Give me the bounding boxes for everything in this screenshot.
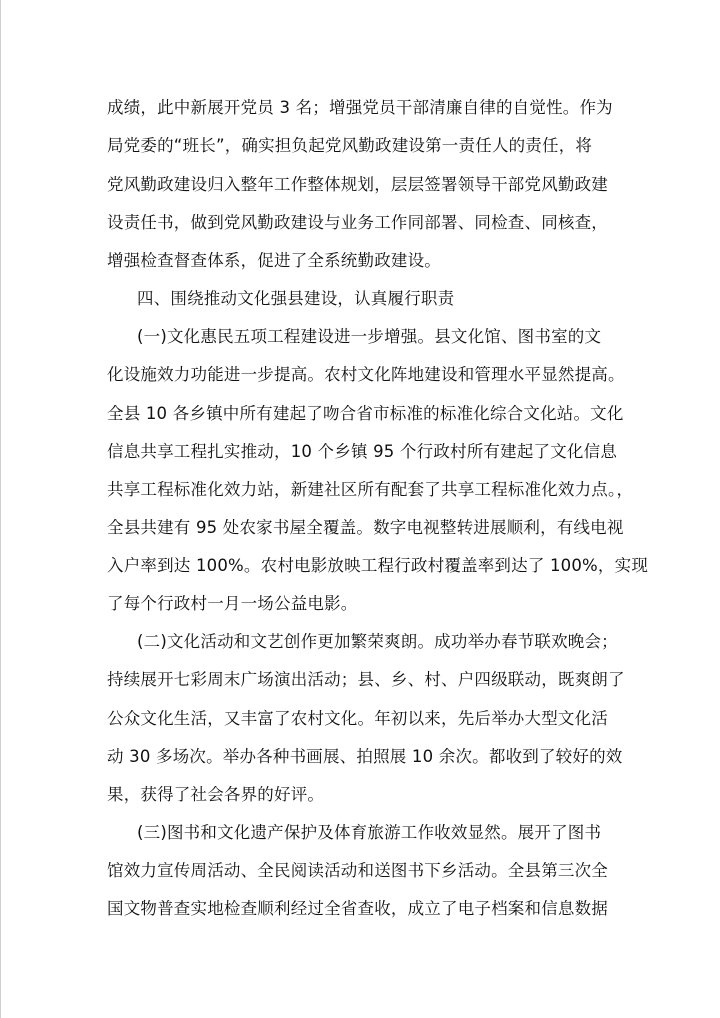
document-line: 公众文化生活，又丰富了农村文化。年初以来，先后举办大型文化活 [107,709,608,728]
document-line: 信息共享工程扎实推动，10 个乡镇 95 个行政村所有建起了文化信息 [107,442,618,461]
paragraph-start: (一)文化惠民五项工程建设进一步增强。县文化馆、图书室的文 [137,327,602,346]
document-line: 果，获得了社会各界的好评。 [107,785,325,804]
document-line: 设责任书，做到党风勤政建设与业务工作同部署、同检查、同核查， [107,213,608,232]
document-line: 持续展开七彩周末广场演出活动；县、乡、村、户四级联动，既爽朗了 [107,670,625,689]
document-line: 入户率到达 100%。农村电影放映工程行政村覆盖率到达了 100%，实现 [107,556,649,575]
document-line: 全县 10 各乡镇中所有建起了吻合省市标准的标准化综合文化站。文化 [107,404,624,423]
document-line: 党风勤政建设归入整年工作整体规划，层层签署领导干部党风勤政建 [107,175,608,194]
document-line: 国文物普查实地检查顺利经过全省查收，成立了电子档案和信息数据 [107,899,608,918]
section-heading: 四、围绕推动文化强县建设，认真履行职责 [137,289,455,308]
document-line: 局党委的“班长”，确实担负起党风勤政建设第一责任人的责任，将 [107,136,593,155]
document-line: 增强检查督查体系，促进了全系统勤政建设。 [107,251,441,270]
document-line: 了每个行政村一月一场公益电影。 [107,594,358,613]
document-line: 动 30 多场次。举办各种书画展、拍照展 10 余次。都收到了较好的效 [107,747,623,766]
document-line: 全县共建有 95 处农家书屋全覆盖。数字电视整转进展顺利，有线电视 [107,518,624,537]
document-line: 共享工程标准化效力站，新建社区所有配套了共享工程标准化效力点。， [107,480,634,499]
document-line: 化设施效力功能进一步提高。农村文化阵地建设和管理水平显然提高。 [107,365,625,384]
document-line: 成绩，此中新展开党员 3 名；增强党员干部清廉自律的自觉性。作为 [107,98,613,117]
paragraph-start: (三)图书和文化遗产保护及体育旅游工作收效显然。展开了图书 [137,823,602,842]
paragraph-start: (二)文化活动和文艺创作更加繁荣爽朗。成功举办春节联欢晚会； [137,632,618,651]
document-line: 馆效力宣传周活动、全民阅读活动和送图书下乡活动。全县第三次全 [107,861,608,880]
